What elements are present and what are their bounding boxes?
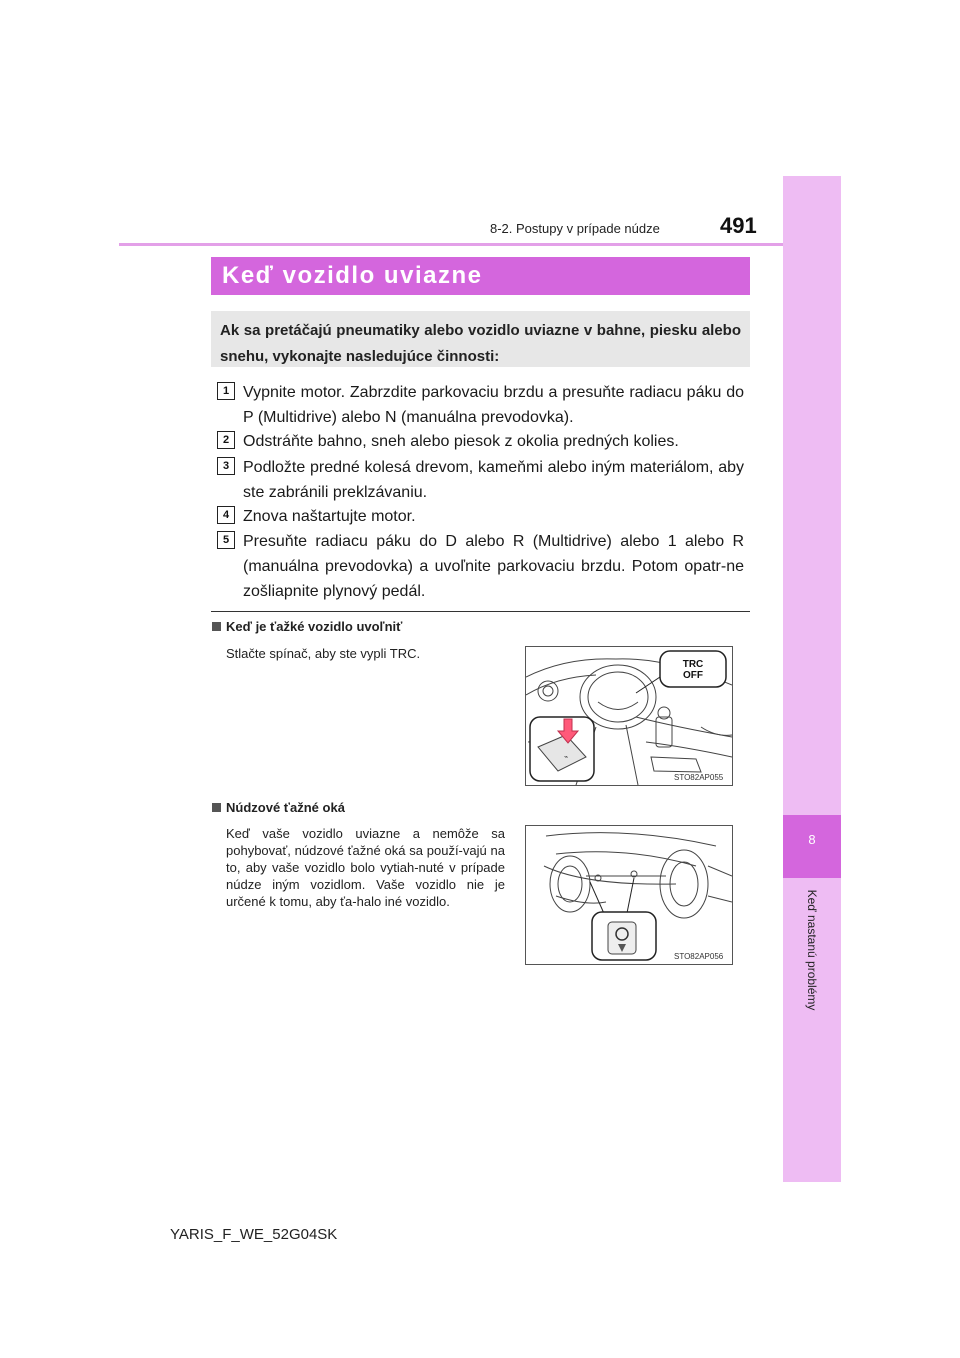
chapter-label: Keď nastanú problémy — [805, 889, 819, 1011]
trc-label-line2: OFF — [683, 670, 703, 681]
section-divider — [211, 611, 750, 612]
document-code: YARIS_F_WE_52G04SK — [170, 1226, 338, 1243]
subsection-heading — [212, 619, 402, 634]
step-number: 3 — [217, 457, 235, 475]
chapter-number: 8 — [808, 832, 816, 847]
subsection-text: Keď vaše vozidlo uviazne a nemôže sa pohybovať, núdzové ťažné oká sa použí-vajú na to, aby vaše vozidlo bolo vytiah-nuté v prípade núdze iným vozidlom. Vaše vozidlo nie je určené k tomu, aby ťa-halo iné vozidlo. — [226, 826, 505, 909]
square-bullet-icon — [212, 803, 221, 812]
header-rule — [119, 243, 783, 246]
trc-switch-icon: ⌁ — [564, 754, 569, 761]
section-title: Keď vozidlo uviazne — [222, 262, 483, 289]
intro-box: Ak sa pretáčajú pneumatiky alebo vozidlo uviazne v bahne, piesku alebo snehu, vykonajte nasledujúce činnosti: — [211, 311, 750, 367]
step-text: Odstráňte bahno, sneh alebo piesok z okolia predných kolies. — [243, 433, 679, 450]
trc-switch-figure — [525, 646, 733, 786]
page-number: 491 — [720, 213, 757, 238]
figure-code: STO82AP055 — [674, 773, 724, 782]
towing-eye-figure — [525, 825, 733, 965]
step-text: Znova naštartujte motor. — [243, 508, 416, 525]
step-number: 2 — [217, 431, 235, 449]
subsection-text: Stlačte spínač, aby ste vypli TRC. — [226, 646, 421, 661]
step-number: 4 — [217, 506, 235, 524]
side-tab — [783, 176, 841, 1182]
figure-code: STO82AP056 — [674, 952, 724, 961]
dashboard-illustration — [526, 647, 732, 785]
step-number: 1 — [217, 382, 235, 400]
subsection-heading-text: Núdzové ťažné oká — [226, 800, 345, 815]
step-text: Presuňte radiacu páku do D alebo R (Multidrive) alebo 1 alebo R (manuálna prevodovka) a uvoľnite parkovaciu brzdu. Potom opatr-ne zošliapnite plynový pedál. — [243, 533, 744, 600]
subsection-title: 8-2. Postupy v prípade núdze — [490, 221, 660, 236]
subsection-heading-text: Keď je ťažké vozidlo uvoľniť — [226, 619, 403, 634]
step-text: Podložte predné kolesá drevom, kameňmi alebo iným materiálom, aby ste zabránili preklzávaniu. — [243, 459, 744, 501]
step-text: Vypnite motor. Zabrzdite parkovaciu brzdu a presuňte radiacu páku do P (Multidrive) alebo N (manuálna prevodovka). — [243, 384, 744, 426]
trc-label-line1: TRC — [682, 659, 704, 670]
square-bullet-icon — [212, 622, 221, 631]
subsection-heading — [212, 800, 345, 815]
car-underside-illustration — [526, 826, 732, 964]
step-number: 5 — [217, 531, 235, 549]
